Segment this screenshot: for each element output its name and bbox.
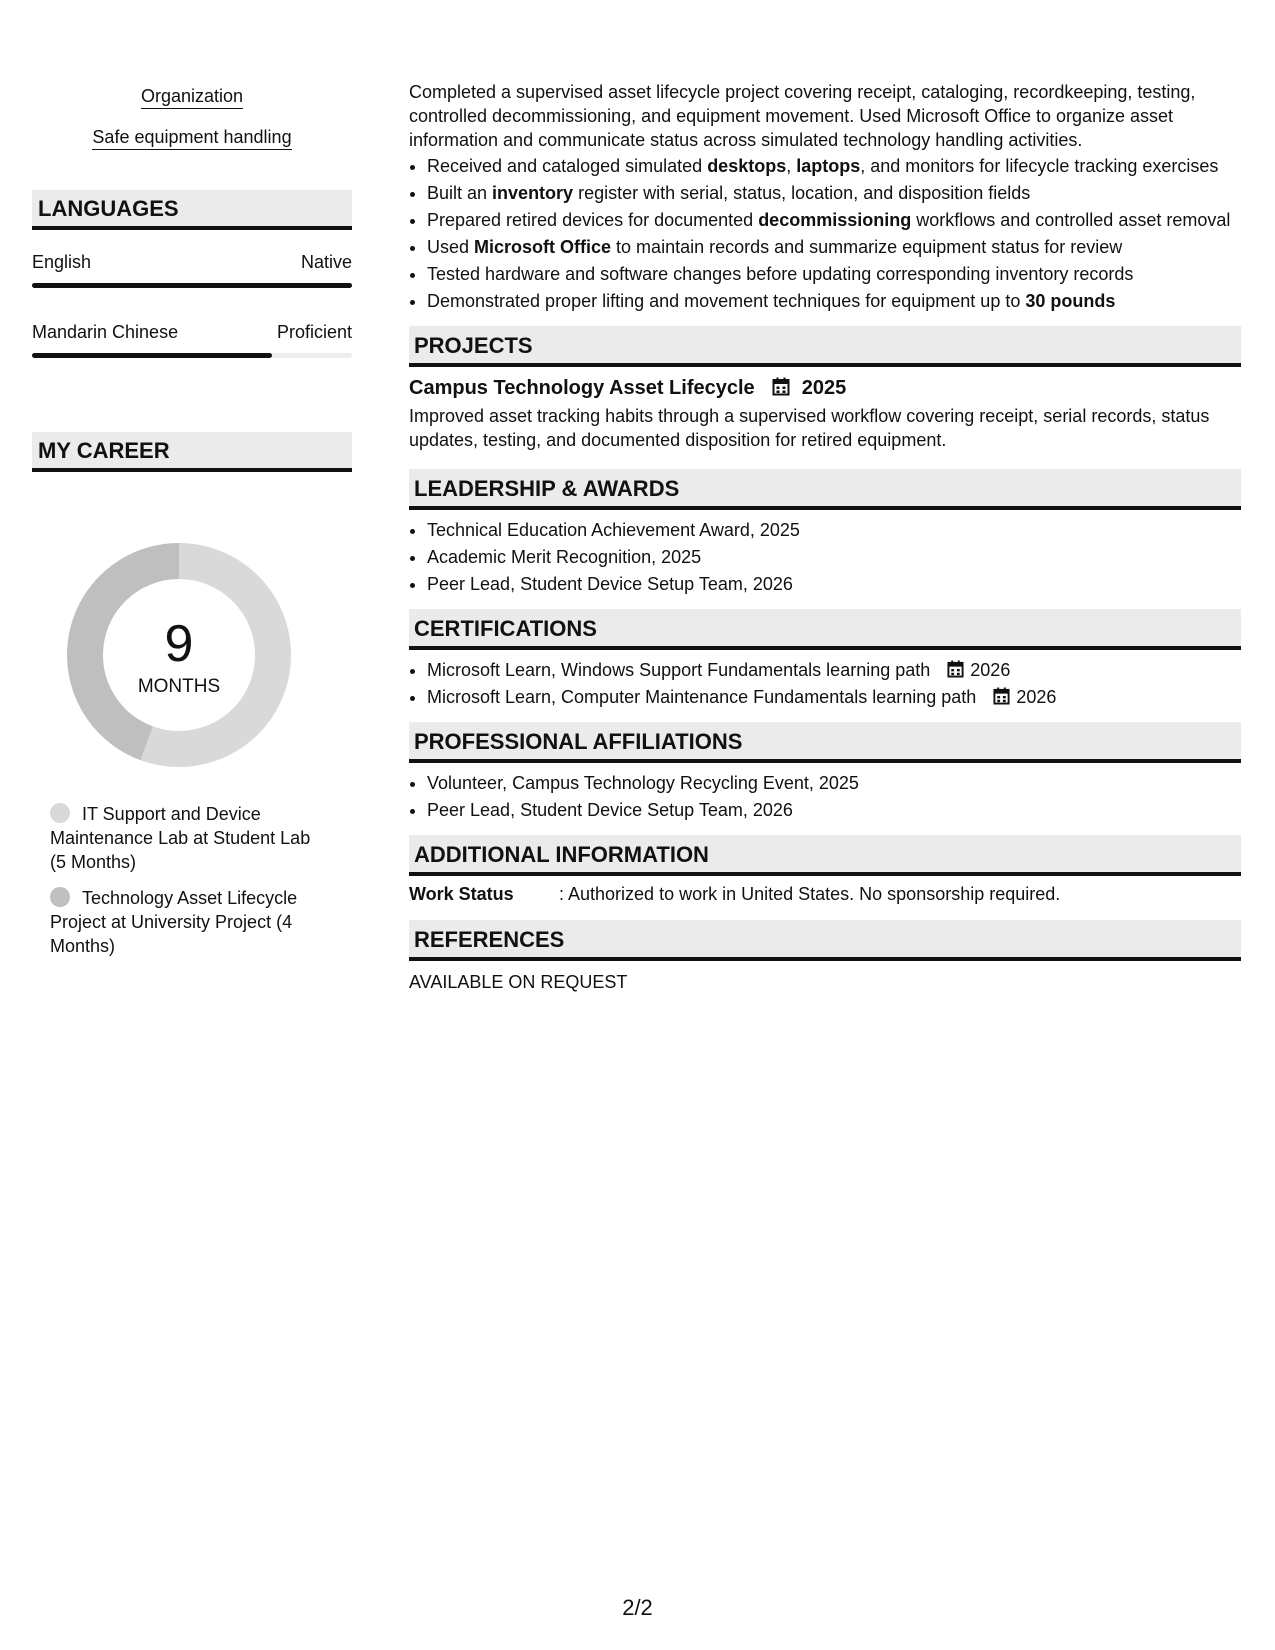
list-item: • Demonstrated proper lifting and movement techniques for equipment up to 30 pounds — [427, 289, 1241, 313]
experience-summary: Completed a supervised asset lifecycle project covering receipt, cataloging, recordkeeping, testing, controlled decommissioning, and equipment movement. Used Microsoft Office to organize asset information and communicate status across simulated technology handling activities. — [409, 82, 1196, 150]
list-item: • Used Microsoft Office to maintain records and summarize equipment status for review — [427, 235, 1241, 259]
calendar-icon — [993, 687, 1010, 705]
calendar-icon — [947, 660, 964, 678]
skill-item: Safe equipment handling — [32, 127, 352, 148]
list-item: • Academic Merit Recognition, 2025 — [427, 545, 1241, 569]
project-title: Campus Technology Asset Lifecycle — [409, 377, 755, 399]
project-description: Improved asset tracking habits through a supervised workflow covering receipt, serial records, status updates, testing, and documented disposition for retired equipment. — [409, 406, 1210, 450]
language-name: Mandarin Chinese — [32, 322, 179, 342]
legend-dot — [50, 887, 70, 907]
list-item: • Technical Education Achievement Award, 2025 — [427, 518, 1241, 542]
career-total-months: 9 — [164, 615, 194, 673]
language-bar-fill — [32, 353, 272, 358]
languages-heading: LANGUAGES — [32, 190, 352, 230]
career-legend-item: IT Support and Device Maintenance Lab at Student Lab (5 Months) — [50, 804, 311, 872]
references-text: AVAILABLE ON REQUEST — [409, 972, 628, 992]
certifications-heading: CERTIFICATIONS — [409, 609, 1241, 650]
language-name: English — [32, 252, 92, 272]
language-bar — [32, 283, 352, 288]
language-bar — [32, 353, 352, 358]
career-unit-label: MONTHS — [137, 676, 221, 697]
language-item — [32, 252, 352, 288]
language-bar-fill — [32, 283, 352, 288]
legend-dot — [50, 803, 70, 823]
language-level: Native — [300, 252, 352, 272]
work-status-value: : Authorized to work in United States. No sponsorship required. — [559, 884, 1061, 904]
list-item: • Peer Lead, Student Device Setup Team, 2026 — [427, 798, 1241, 822]
list-item: • Volunteer, Campus Technology Recycling Event, 2025 — [427, 771, 1241, 795]
affiliations-heading: PROFESSIONAL AFFILIATIONS — [409, 722, 1241, 763]
language-level: Proficient — [276, 322, 352, 342]
awards-heading: LEADERSHIP & AWARDS — [409, 469, 1241, 510]
right-column — [409, 80, 1241, 994]
additional-info-heading: ADDITIONAL INFORMATION — [409, 835, 1241, 876]
list-item: • Microsoft Learn, Windows Support Fundamentals learning path 2026 — [427, 658, 1241, 682]
awards-list — [409, 518, 1241, 596]
calendar-icon — [772, 377, 790, 396]
list-item: • Received and cataloged simulated desktops, laptops, and monitors for lifecycle tracking exercises — [427, 154, 1241, 178]
certifications-list — [409, 658, 1241, 709]
affiliations-list — [409, 771, 1241, 822]
project-title-row — [409, 377, 1241, 400]
list-item: • Built an inventory register with serial, status, location, and disposition fields — [427, 181, 1241, 205]
project-year: 2025 — [801, 377, 847, 399]
list-item: • Microsoft Learn, Computer Maintenance Fundamentals learning path 2026 — [427, 685, 1241, 709]
language-item — [32, 322, 352, 358]
left-column — [32, 86, 352, 956]
page-number: 2/2 — [622, 1595, 653, 1620]
list-item: • Peer Lead, Student Device Setup Team, 2026 — [427, 572, 1241, 596]
work-status-label: Work Status — [409, 884, 514, 904]
career-legend-item: Technology Asset Lifecycle Project at University Project (4 Months) — [50, 888, 298, 956]
references-heading: REFERENCES — [409, 920, 1241, 961]
skill-item: Organization — [32, 86, 352, 107]
work-status-row — [409, 882, 1241, 906]
career-heading: MY CAREER — [32, 432, 352, 472]
list-item: • Prepared retired devices for documented decommissioning workflows and controlled asset removal — [427, 208, 1241, 232]
projects-heading: PROJECTS — [409, 326, 1241, 367]
list-item: • Tested hardware and software changes before updating corresponding inventory records — [427, 262, 1241, 286]
experience-bullets — [409, 154, 1241, 313]
